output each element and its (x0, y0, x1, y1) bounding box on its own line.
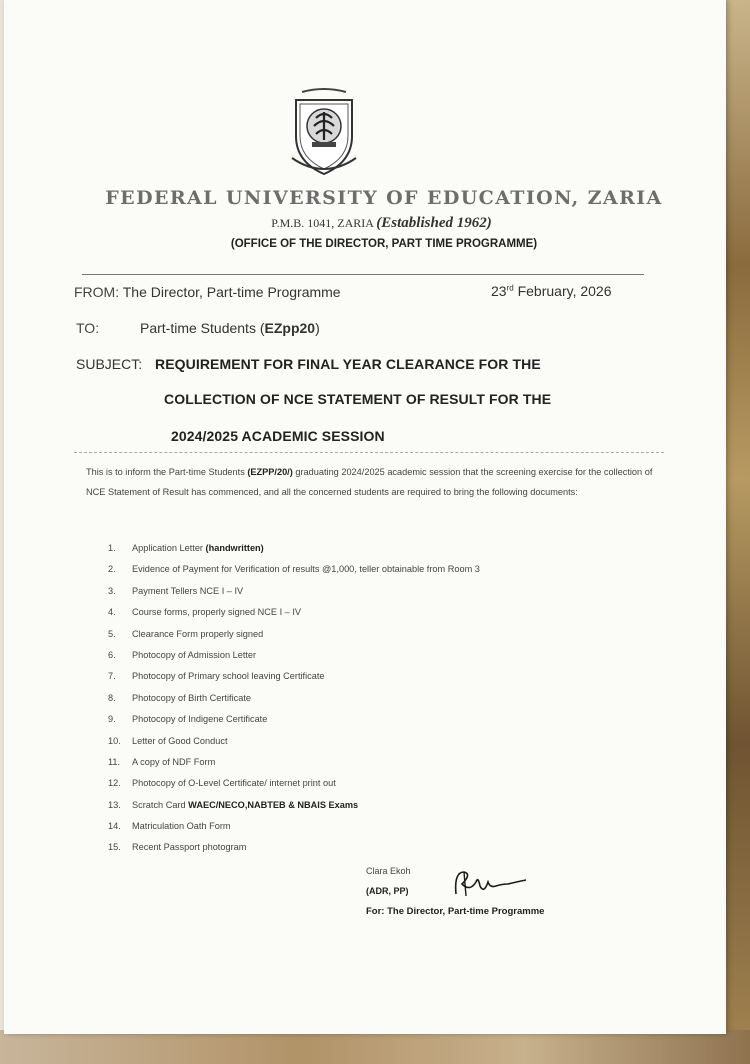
document-text: Photocopy of Admission Letter (132, 649, 257, 660)
to-label: TO: (76, 320, 100, 336)
document-number: 4. (108, 607, 116, 618)
date-rest: February, 2026 (513, 283, 612, 299)
to-close: ) (315, 320, 320, 336)
to-code: EZpp20 (264, 320, 316, 336)
from-row (74, 284, 341, 300)
document-item (108, 837, 480, 858)
document-item (108, 709, 480, 730)
document-number: 8. (108, 692, 116, 703)
established-year: (Established 1962) (376, 215, 492, 231)
document-text: Photocopy of Indigene Certificate (132, 714, 268, 725)
intro-part2: graduating 2024/2025 academic session that the screening exercise for the collection of NCE Statement of Result has commenced, and all the concerned students are required to bring the following documents: (86, 467, 653, 497)
document-item (108, 773, 480, 794)
document-text: Course forms, properly signed NCE I – IV (132, 607, 302, 618)
document-emphasis: WAEC/NECO,NABTEB & NBAIS Exams (188, 799, 359, 810)
document-number: 9. (108, 714, 116, 725)
document-text: Payment Tellers NCE I – IV (132, 585, 244, 596)
subject-line-3: 2024/2025 ACADEMIC SESSION (171, 428, 385, 444)
letter-date (491, 283, 612, 299)
subject-divider (74, 452, 664, 453)
document-emphasis: (handwritten) (205, 543, 264, 553)
signatory-name: Clara Ekoh (366, 866, 411, 876)
subject-line-1: REQUIREMENT FOR FINAL YEAR CLEARANCE FOR THE (155, 356, 541, 372)
document-item (108, 645, 480, 666)
header-divider (82, 274, 644, 275)
document-item (108, 559, 480, 580)
to-value: Part-time Students ( (140, 320, 265, 336)
subject-label: SUBJECT: (76, 356, 143, 372)
document-number: 11. (108, 756, 121, 767)
document-item (108, 752, 480, 773)
intro-part1: This is to inform the Part-time Students (86, 467, 248, 477)
from-value: The Director, Part-time Programme (122, 284, 341, 300)
to-row (76, 320, 320, 336)
document-text: Evidence of Payment for Verification of results @1,000, teller obtainable from Room 3 (132, 564, 480, 575)
document-number: 5. (108, 628, 116, 639)
document-number: 6. (108, 649, 116, 660)
document-text: Application Letter (132, 543, 206, 553)
intro-code: (EZPP/20/) (247, 467, 293, 477)
date-day: 23 (491, 283, 507, 299)
document-number: 1. (108, 543, 116, 553)
document-number: 12. (108, 778, 121, 789)
document-item (108, 602, 480, 623)
document-number: 10. (108, 735, 121, 746)
document-item (108, 538, 480, 559)
from-label: FROM: (74, 284, 120, 300)
subject-line-2: COLLECTION OF NCE STATEMENT OF RESULT FOR THE (164, 391, 552, 407)
document-text: Scratch Card (132, 799, 189, 810)
document-item (108, 816, 480, 837)
letter-page (4, 0, 726, 1034)
document-text: Recent Passport photogram (132, 842, 247, 853)
document-number: 3. (108, 585, 116, 596)
office-line: (OFFICE OF THE DIRECTOR, PART TIME PROGRAMME) (230, 238, 538, 250)
document-text: Photocopy of Primary school leaving Certificate (132, 671, 325, 682)
date-suffix: rd (506, 283, 514, 293)
university-crest-logo (290, 88, 358, 180)
handwritten-signature (450, 866, 530, 900)
background-edge-bottom (0, 1030, 750, 1064)
document-text: Matriculation Oath Form (132, 821, 231, 832)
document-item (108, 795, 480, 816)
document-number: 2. (108, 564, 116, 575)
document-number: 13. (108, 799, 121, 810)
document-text: Photocopy of Birth Certificate (132, 692, 251, 703)
document-item (108, 688, 480, 709)
document-text: A copy of NDF Form (132, 756, 216, 767)
document-text: Letter of Good Conduct (132, 735, 228, 746)
document-number: 15. (108, 842, 121, 853)
postal-address (4, 215, 750, 232)
background-edge-right (726, 0, 750, 1064)
document-number: 14. (108, 821, 121, 832)
intro-paragraph (86, 462, 656, 502)
documents-list (108, 538, 480, 859)
document-item (108, 666, 480, 687)
university-name: FEDERAL UNIVERSITY OF EDUCATION, ZARIA (105, 187, 663, 209)
signatory-title: (ADR, PP) (366, 886, 409, 896)
document-item (108, 731, 480, 752)
document-text: Clearance Form properly signed (132, 628, 264, 639)
pmb-text: P.M.B. 1041, ZARIA (271, 216, 374, 230)
document-number: 7. (108, 671, 116, 682)
document-item (108, 624, 480, 645)
signatory-for-line: For: The Director, Part-time Programme (366, 906, 545, 917)
document-item (108, 581, 480, 602)
document-text: Photocopy of O-Level Certificate/ internet print out (132, 778, 336, 789)
